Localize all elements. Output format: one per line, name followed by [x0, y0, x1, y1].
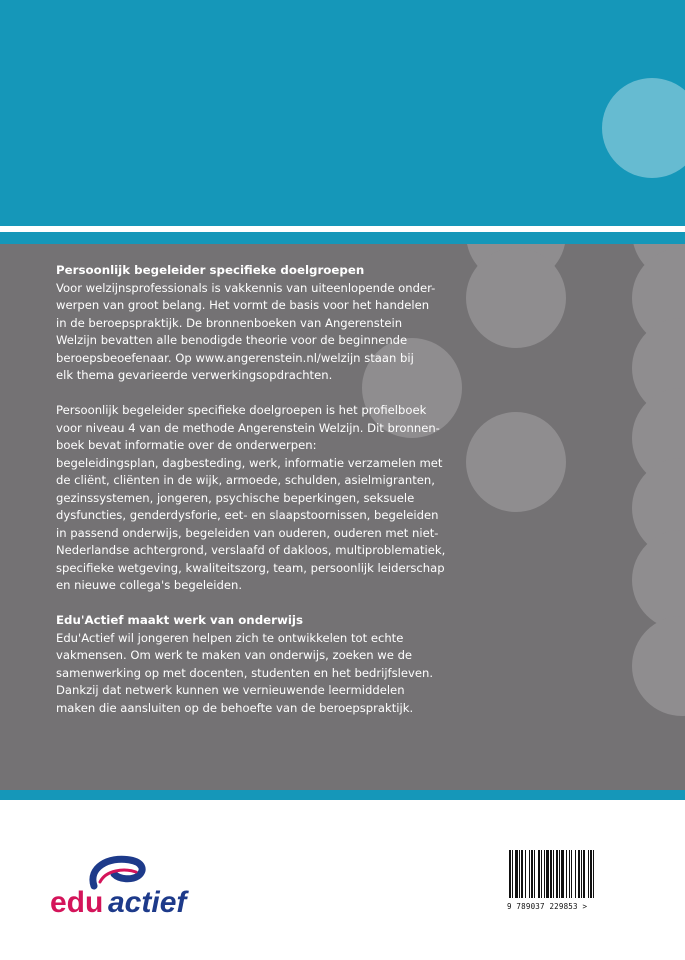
barcode-bar: [588, 850, 589, 898]
barcode-bar: [569, 850, 570, 898]
text-line: dysfuncties, genderdysforie, eet- en slaapstoornissen, begeleiden: [56, 508, 439, 522]
barcode-bars: [507, 850, 617, 900]
text-line: en nieuwe collega's begeleiden.: [56, 578, 243, 592]
barcode-bar: [538, 850, 540, 898]
barcode-bar: [593, 850, 594, 898]
text-line: beroepsbeoefenaar. Op www.angerenstein.nl/welzijn staan bij: [56, 350, 414, 365]
text-line: voor niveau 4 van de methode Angerenstein Welzijn. Dit bronnen-: [56, 420, 440, 435]
text-line: Voor welzijnsprofessionals is vakkennis van uiteenlopende onder-: [56, 280, 436, 295]
barcode-bar: [534, 850, 535, 898]
back-cover-text: [56, 262, 642, 717]
barcode-bar: [556, 850, 558, 898]
barcode-bar: [559, 850, 560, 898]
barcode-bar: [566, 850, 567, 898]
barcode-bar: [590, 850, 592, 898]
barcode-bar: [541, 850, 542, 898]
divider-stripe: [0, 232, 685, 244]
isbn-barcode: [507, 850, 617, 910]
text-line: Persoonlijk begeleider specifieke doelgroepen is het profielboek: [56, 403, 427, 417]
logo-swirl-icon: [50, 850, 230, 920]
barcode-bar: [515, 850, 518, 898]
top-color-band: [0, 0, 685, 226]
section-heading: Persoonlijk begeleider specifieke doelgroepen: [56, 263, 365, 277]
section-heading: Edu'Actief maakt werk van onderwijs: [56, 613, 303, 627]
barcode-bar: [546, 850, 549, 898]
barcode-bar: [531, 850, 533, 898]
text-line: de cliënt, cliënten in de wijk, armoede, schulden, asielmigranten,: [56, 473, 435, 487]
barcode-bar: [571, 850, 572, 898]
text-line: in passend onderwijs, begeleiden van ouderen, ouderen met niet-: [56, 525, 439, 540]
text-line: werpen van groot belang. Het vormt de basis voor het handelen: [56, 298, 430, 312]
barcode-bar: [578, 850, 580, 898]
text-line: maken die aansluiten op de behoefte van de beroepspraktijk.: [56, 700, 414, 715]
barcode-bar: [521, 850, 523, 898]
barcode-bar: [519, 850, 520, 898]
barcode-bar: [581, 850, 582, 898]
barcode-bar: [512, 850, 513, 898]
decorative-circle: [602, 78, 685, 178]
barcode-bar: [575, 850, 576, 898]
text-line: vakmensen. Om werk te maken van onderwijs, zoeken we de: [56, 648, 413, 662]
text-line: boek bevat informatie over de onderwerpen:: [56, 438, 317, 452]
barcode-bar: [525, 850, 526, 898]
text-line: Dankzij dat netwerk kunnen we vernieuwende leermiddelen: [56, 683, 405, 697]
text-line: begeleidingsplan, dagbesteding, werk, informatie verzamelen met: [56, 455, 443, 470]
text-line: gezinssystemen, jongeren, psychische beperkingen, seksuele: [56, 490, 415, 505]
logo-text-actief: actief: [108, 886, 187, 919]
barcode-digits: 9 789037 229853 >: [507, 902, 588, 911]
barcode-bar: [583, 850, 585, 898]
text-line: Edu'Actief wil jongeren helpen zich te ontwikkelen tot echte: [56, 630, 404, 645]
eduactief-logo: [50, 850, 230, 920]
barcode-bar: [561, 850, 564, 898]
text-line: samenwerking op met docenten, studenten en het bedrijfsleven.: [56, 665, 434, 680]
text-line: elk thema gevarieerde verwerkingsopdrachten.: [56, 368, 333, 382]
barcode-bar: [553, 850, 554, 898]
barcode-bar: [550, 850, 552, 898]
text-line: Welzijn bevatten alle benodigde theorie voor de beginnende: [56, 333, 408, 347]
barcode-bar: [509, 850, 511, 898]
text-line: specifieke wetgeving, kwaliteitszorg, team, persoonlijk leiderschap: [56, 560, 445, 575]
logo-text-edu: edu: [50, 886, 104, 919]
barcode-bar: [544, 850, 545, 898]
barcode-bar: [529, 850, 530, 898]
text-line: in de beroepspraktijk. De bronnenboeken van Angerenstein: [56, 315, 403, 330]
bottom-stripe: [0, 790, 685, 800]
text-line: Nederlandse achtergrond, verslaafd of dakloos, multiproblematiek,: [56, 543, 446, 557]
